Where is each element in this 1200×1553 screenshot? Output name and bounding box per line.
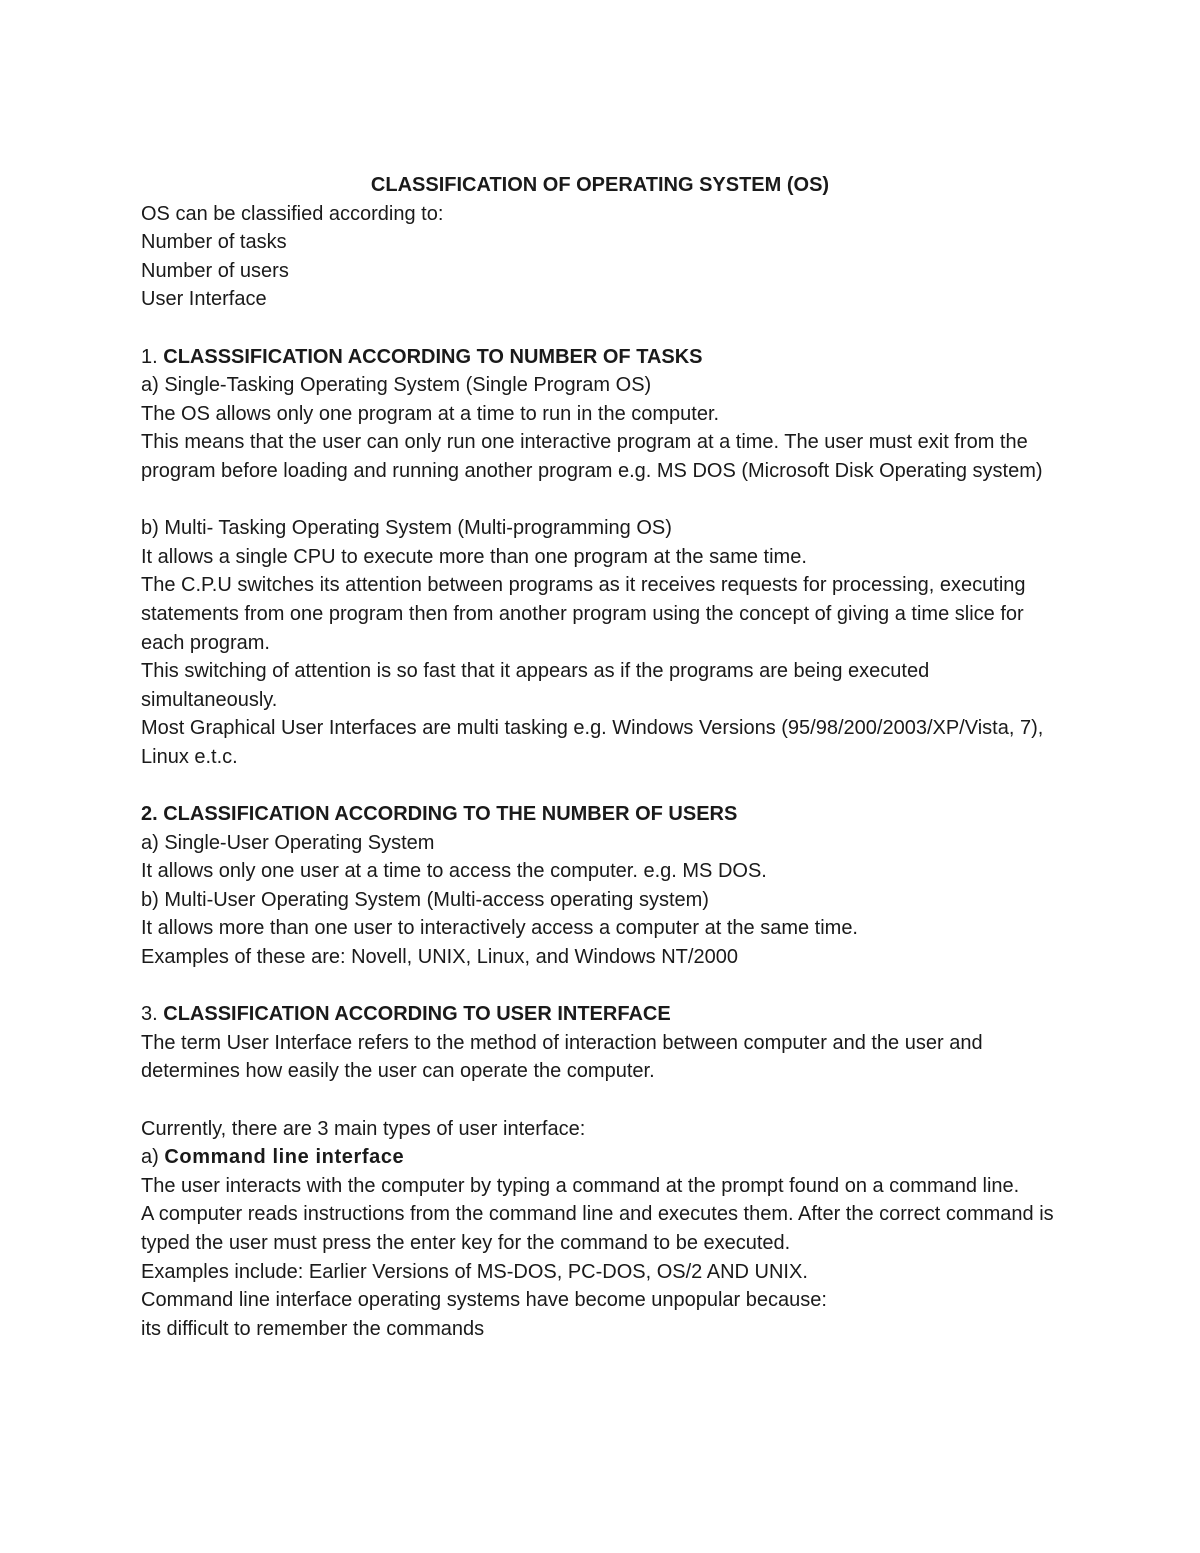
title-spacer xyxy=(141,171,1061,200)
multi-user-title: b) Multi-User Operating System (Multi-access operating system) xyxy=(141,888,709,911)
single-tasking-title: a) Single-Tasking Operating System (Single Program OS) xyxy=(141,374,652,397)
section3-number: 3. xyxy=(141,1003,164,1026)
section-number-of-tasks xyxy=(141,343,1061,772)
multi-tasking-p1: It allows a single CPU to execute more than one program at the same time. xyxy=(141,545,807,568)
section-user-interface xyxy=(141,1000,1061,1343)
cli-p1: The user interacts with the computer by typing a command at the prompt found on a command line. xyxy=(141,1174,1020,1197)
section1-heading-line xyxy=(141,343,1061,372)
user-interface-p1: The term User Interface refers to the method of interaction between computer and the user and determines how easily the user can operate the computer. xyxy=(141,1031,983,1083)
intro-item-users: Number of users xyxy=(141,259,289,282)
cli-p5: its difficult to remember the commands xyxy=(141,1317,485,1340)
intro-item-tasks: Number of tasks xyxy=(141,231,287,254)
document-title: CLASSIFICATION OF OPERATING SYSTEM (OS) xyxy=(370,174,830,196)
section1-heading: CLASSSIFICATION ACCORDING TO NUMBER OF TASKS xyxy=(163,345,703,368)
cli-title-line xyxy=(141,1143,1061,1172)
intro-lead: OS can be classified according to: xyxy=(141,202,444,225)
intro-item-interface: User Interface xyxy=(141,288,267,311)
section3-heading: CLASSIFICATION ACCORDING TO USER INTERFACE xyxy=(163,1003,671,1026)
multi-tasking-p2: The C.P.U switches its attention between programs as it receives requests for processing, executing statements from one program then from another program using the concept of giving a time slice for each program. xyxy=(141,574,1026,654)
section-number-of-users xyxy=(141,800,1061,972)
spacer xyxy=(141,1086,1061,1115)
spacer xyxy=(141,771,1061,800)
section3-heading-line xyxy=(141,1000,1061,1029)
single-user-p1: It allows only one user at a time to access the computer. e.g. MS DOS. xyxy=(141,860,767,883)
multi-tasking-p4: Most Graphical User Interfaces are multi tasking e.g. Windows Versions (95/98/200/2003/XP/Vista, 7), Linux e.t.c. xyxy=(141,717,1044,768)
cli-p2: A computer reads instructions from the command line and executes them. After the correct command is typed the user must press the enter key for the command to be executed. xyxy=(141,1203,1054,1254)
document-body xyxy=(141,171,1061,1343)
cli-prefix: a) xyxy=(141,1146,165,1169)
cli-title: Command line interface xyxy=(164,1146,405,1169)
intro-section xyxy=(141,200,1061,314)
multi-user-p2: Examples of these are: Novell, UNIX, Linux, and Windows NT/2000 xyxy=(141,946,738,969)
cli-p4: Command line interface operating systems have become unpopular because: xyxy=(141,1289,827,1312)
multi-user-p1: It allows more than one user to interactively access a computer at the same time. xyxy=(141,917,858,940)
multi-tasking-title: b) Multi- Tasking Operating System (Multi-programming OS) xyxy=(141,517,672,540)
multi-tasking-p3: This switching of attention is so fast that it appears as if the programs are being executed simultaneously. xyxy=(141,660,930,711)
single-tasking-p1: The OS allows only one program at a time to run in the computer. xyxy=(141,402,720,425)
spacer xyxy=(141,486,1061,515)
section2-heading: 2. CLASSIFICATION ACCORDING TO THE NUMBER OF USERS xyxy=(141,803,738,826)
single-user-title: a) Single-User Operating System xyxy=(141,831,435,854)
single-tasking-p2: This means that the user can only run one interactive program at a time. The user must exit from the program before loading and running another program e.g. MS DOS (Microsoft Disk Operating system) xyxy=(141,431,1043,482)
section1-number: 1. xyxy=(141,345,164,368)
spacer xyxy=(141,972,1061,1001)
spacer xyxy=(141,314,1061,343)
user-interface-p2: Currently, there are 3 main types of user interface: xyxy=(141,1117,586,1140)
cli-p3: Examples include: Earlier Versions of MS-DOS, PC-DOS, OS/2 AND UNIX. xyxy=(141,1260,808,1283)
